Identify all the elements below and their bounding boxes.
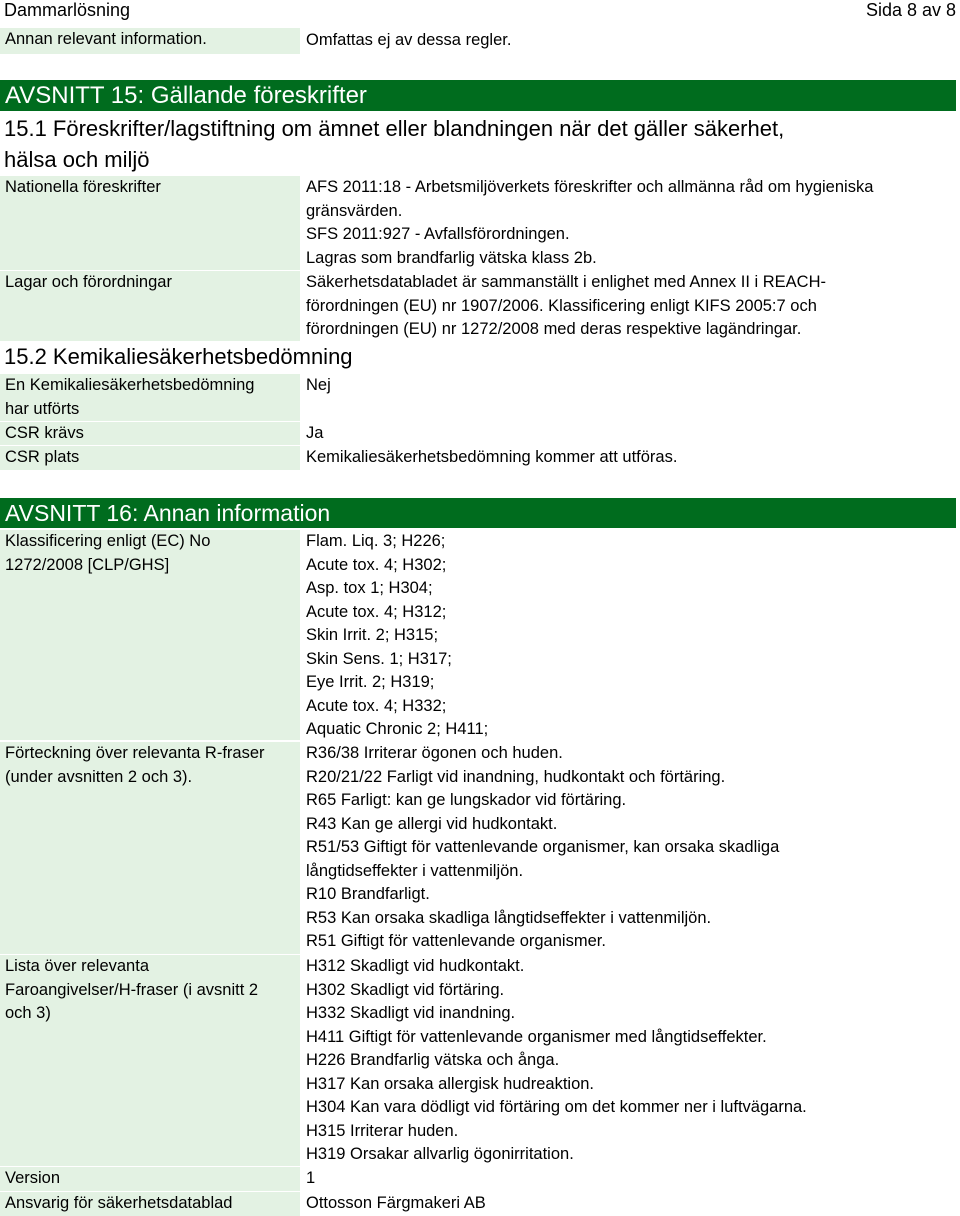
label-h-line3: och 3) <box>5 1004 51 1022</box>
r-phrase-line: långtidseffekter i vattenmiljön. <box>306 861 524 880</box>
h-phrase-line: H332 Skadligt vid inandning. <box>306 1004 516 1022</box>
h-phrase-line: H304 Kan vara dödligt vid förtäring om det kommer ner i luftvägarna. <box>306 1098 807 1116</box>
clp-line: Acute tox. 4; H302; <box>306 555 447 574</box>
laws-line: förordningen (EU) nr 1272/2008 med deras respektive lagändringar. <box>306 320 802 338</box>
label-r-line1: Förteckning över relevanta R-fraser <box>5 744 265 762</box>
label-csa-line1: En Kemikaliesäkerhetsbedömning <box>5 376 255 394</box>
value-responsible: Ottosson Färgmakeri AB <box>306 1194 486 1212</box>
r-phrase-line: R53 Kan orsaka skadliga långtidseffekter i vattenmiljön. <box>306 908 712 927</box>
h-phrase-line: H317 Kan orsaka allergisk hudreaktion. <box>306 1074 595 1093</box>
label-clp-line1: Klassificering enligt (EC) No <box>5 532 211 550</box>
label-version <box>0 1167 300 1191</box>
clp-line: Skin Irrit. 2; H315; <box>306 626 439 644</box>
section-15-banner: AVSNITT 15: Gällande föreskrifter <box>0 80 956 111</box>
clp-line: Flam. Liq. 3; H226; <box>306 532 446 550</box>
value-other-info: Omfattas ej av dessa regler. <box>306 31 512 49</box>
label-chemical-safety-assessment <box>0 374 300 421</box>
h-phrase-line: H411 Giftigt för vattenlevande organismer med långtidseffekter. <box>306 1027 767 1046</box>
label-csr-place-text: CSR plats <box>5 448 80 466</box>
label-national-regulations <box>0 176 300 270</box>
label-csa-line2: har utförts <box>5 399 80 418</box>
value-version: 1 <box>306 1169 316 1187</box>
national-line: AFS 2011:18 - Arbetsmiljöverkets föreskrifter och allmänna råd om hygieniska <box>306 178 874 196</box>
value-h-phrases <box>306 955 807 1167</box>
label-r-phrases <box>0 742 300 954</box>
h-phrase-line: H226 Brandfarlig vätska och ånga. <box>306 1051 560 1069</box>
national-line: gränsvärden. <box>306 201 403 220</box>
r-phrase-line: R36/38 Irriterar ögonen och huden. <box>306 744 563 762</box>
clp-line: Eye Irrit. 2; H319; <box>306 673 435 691</box>
clp-line: Asp. tox 1; H304; <box>306 579 433 597</box>
clp-line: Acute tox. 4; H332; <box>306 696 447 715</box>
value-chemical-safety-assessment: Nej <box>306 376 331 394</box>
label-csr-place <box>0 446 300 470</box>
h-phrase-line: H319 Orsakar allvarlig ögonirritation. <box>306 1145 574 1163</box>
h-phrase-line: H302 Skadligt vid förtäring. <box>306 980 505 999</box>
r-phrase-line: R51/53 Giftigt för vattenlevande organismer, kan orsaka skadliga <box>306 838 780 856</box>
h-phrase-line: H312 Skadligt vid hudkontakt. <box>306 957 525 975</box>
clp-line: Skin Sens. 1; H317; <box>306 649 452 668</box>
label-responsible <box>0 1192 300 1216</box>
value-r-phrases <box>306 742 779 954</box>
label-clp-line2: 1272/2008 [CLP/GHS] <box>5 555 170 574</box>
subsection-15-2-title: 15.2 Kemikaliesäkerhetsbedömning <box>4 344 353 369</box>
clp-line: Acute tox. 4; H312; <box>306 602 447 621</box>
subsection-15-1-line1: 15.1 Föreskrifter/lagstiftning om ämnet eller blandningen när det gäller säkerhet, <box>4 116 785 141</box>
label-clp-classification <box>0 530 300 740</box>
value-national-regulations <box>306 176 873 270</box>
laws-line: förordningen (EU) nr 1907/2006. Klassificering enligt KIFS 2005:7 och <box>306 296 817 315</box>
r-phrase-line: R65 Farligt: kan ge lungskador vid förtäring. <box>306 791 627 809</box>
label-laws-text: Lagar och förordningar <box>5 273 172 291</box>
r-phrase-line: R20/21/22 Farligt vid inandning, hudkontakt och förtäring. <box>306 767 726 786</box>
laws-line: Säkerhetsdatabladet är sammanställt i enlighet med Annex II i REACH- <box>306 273 827 291</box>
national-line: SFS 2011:927 - Avfallsförordningen. <box>306 225 570 243</box>
label-version-text: Version <box>5 1169 61 1187</box>
label-responsible-text: Ansvarig för säkerhetsdatablad <box>5 1194 233 1212</box>
label-national-regulations-text: Nationella föreskrifter <box>5 178 161 196</box>
page-number: Sida 8 av 8 <box>865 0 956 20</box>
value-csr-place: Kemikaliesäkerhetsbedömning kommer att utföras. <box>306 448 678 466</box>
label-r-line2: (under avsnitten 2 och 3). <box>5 767 193 786</box>
label-h-phrases <box>0 955 300 1166</box>
label-h-line2: Faroangivelser/H-fraser (i avsnitt 2 <box>5 980 259 999</box>
section-16-banner: AVSNITT 16: Annan information <box>0 498 956 528</box>
subsection-15-1-line2: hälsa och miljö <box>4 147 150 172</box>
national-line: Lagras som brandfarlig vätska klass 2b. <box>306 248 597 267</box>
value-csr-required: Ja <box>306 424 324 442</box>
label-other-info <box>0 28 300 54</box>
value-laws <box>306 271 826 342</box>
label-laws <box>0 271 300 341</box>
r-phrase-line: R10 Brandfarligt. <box>306 885 430 903</box>
value-clp-classification <box>306 530 488 742</box>
h-phrase-line: H315 Irriterar huden. <box>306 1121 459 1140</box>
label-csr-required-text: CSR krävs <box>5 424 84 442</box>
label-h-line1: Lista över relevanta <box>5 957 149 975</box>
document-title: Dammarlösning <box>4 0 131 20</box>
clp-line: Aquatic Chronic 2; H411; <box>306 720 489 738</box>
label-csr-required <box>0 422 300 445</box>
subsection-15-1-title <box>4 113 784 175</box>
r-phrase-line: R51 Giftigt för vattenlevande organismer. <box>306 932 606 950</box>
r-phrase-line: R43 Kan ge allergi vid hudkontakt. <box>306 814 558 833</box>
label-other-info-text: Annan relevant information. <box>5 30 207 48</box>
